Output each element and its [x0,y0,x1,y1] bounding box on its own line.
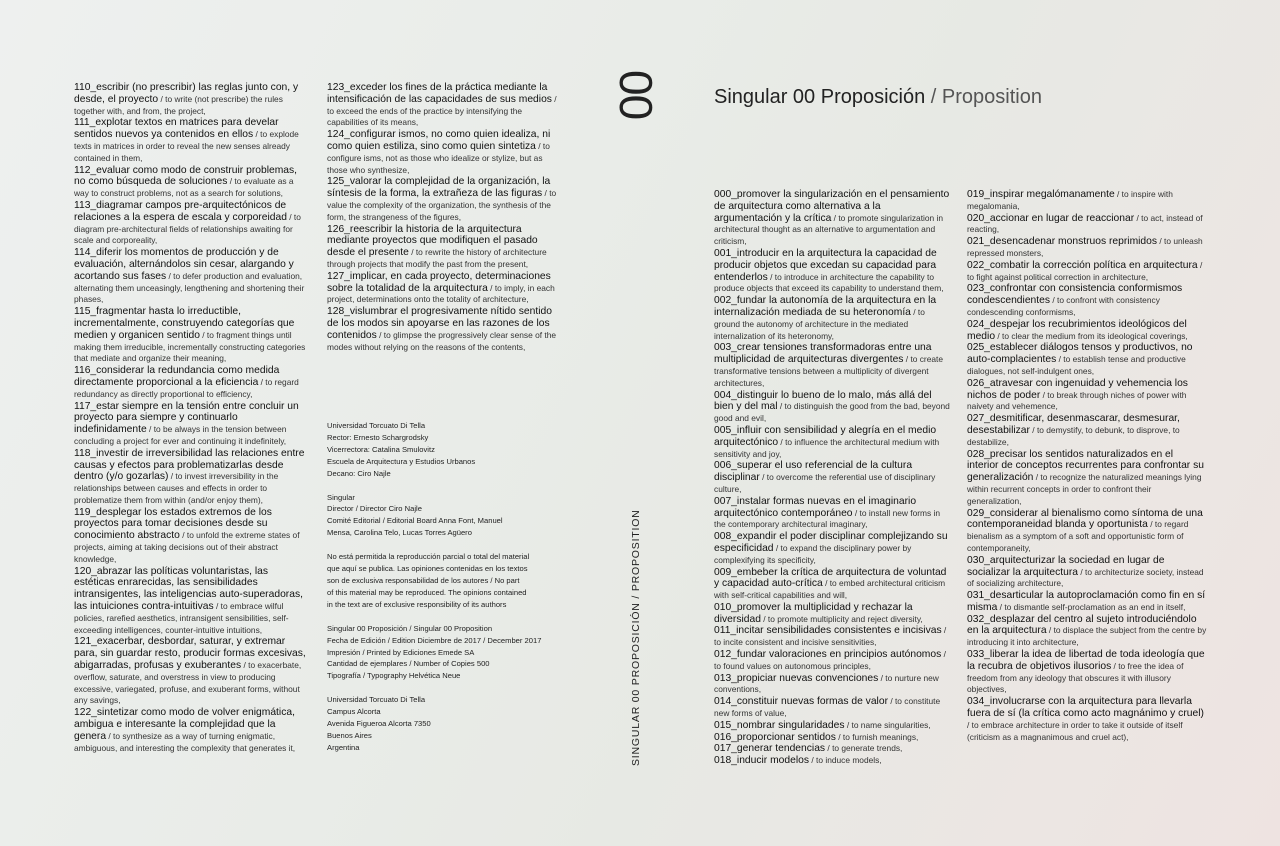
entry-spanish: 010_promover la multiplicidad y rechazar la diversidad [714,601,913,625]
entry-english: to explode texts in matrices in order to reveal the new senses already contained in them, [74,129,299,163]
entry-english: to architecturize society, instead of socializing architecture, [967,566,1204,589]
proposition-entry: 031_desarticular la autoproclamación como fin en sí misma / to dismantle self-proclamation as an end in itself, [967,590,1206,613]
entry-spanish: 006_superar el uso referencial de la cultura disciplinar [714,460,913,484]
proposition-entry: 000_promover la singularización en el pensamiento de arquitectura como alternativa a la argumentación y la crítica / to promote singularization in architectural thought as an alternative to argumentation and criticism, [714,189,950,247]
proposition-entry: 017_generar tendencias / to generate trends, [714,743,903,755]
proposition-entry: 015_nombrar singularidades / to name singularities, [714,719,931,731]
entry-english: to embrace wilful policies, rarefied aesthetics, intransigent sensibilities, self-exceeding intelligences, counter-intuitive intuitions, [74,601,289,635]
entry-english: to create transformative tensions between a multiplicity of divergent architectures, [714,354,944,388]
colophon-block [327,694,567,754]
colophon-line: in the text are of exclusive responsibility of its authors [327,599,507,609]
proposition-entry: 013_propiciar nuevas convenciones / to nurture new conventions, [714,672,939,695]
colophon-line: Buenos Aires [327,730,372,740]
proposition-entry: 005_influir con sensibilidad y alegría en el medio arquitectónico / to influence the architectural medium with sensitivity and joy, [714,424,940,459]
entry-english: to glimpse the progressively clear sense of the modes without relying on the reasons of the contents, [327,329,557,352]
title-spanish: Singular 00 Proposición [714,86,926,108]
entry-english: to value the complexity of the organization, the synthesis of the form, the strangeness of the figures, [327,188,557,222]
entry-spanish: 001_introducir en la arquitectura la capacidad de producir objetos que excedan su capacidad para entenderlos [714,247,937,283]
proposition-entry: 030_arquitecturizar la sociedad en lugar de socializar la arquitectura / to architecturize society, instead of socializing architecture, [967,554,1204,589]
colophon-line: of this material may be reproduced. The opinions contained [327,587,527,597]
column-3 [714,189,950,767]
entry-spanish: 024_despejar los recubrimientos ideológicos del medio [967,318,1187,342]
entry-spanish: 019_inspirar megalómanamente [967,189,1115,200]
entry-english: to be always in the tension between concluding a project for ever and continuing it indefinitely, [74,424,287,446]
colophon-line: Director / Director Ciro Najle [327,504,422,514]
entry-english: to embrace architecture in order to take it outside of itself (criticism as a magnanimous and cruel act), [967,719,1183,742]
colophon-line: Vicerrectora: Catalina Smulovitz [327,444,435,454]
entry-english: to incite consistent and incisive sensitivities, [714,637,877,648]
entry-spanish: 114_diferir los momentos de producción y de evaluación, alternándolos sin cesar, alargando y acortando sus fases [74,247,294,282]
entry-english: to diagram pre-architectural fields of relationships awaiting for scale and corporeality, [74,211,301,246]
proposition-entry: 010_promover la multiplicidad y rechazar la diversidad / to promote multiplicity and reject diversity, [714,601,923,625]
colophon-line: No está permitida la reproducción parcial o total del material [327,552,530,562]
colophon-line: Singular 00 Proposición / Singular 00 Proposition [327,623,493,633]
entry-spanish: 017_generar tendencias [714,743,826,755]
entry-spanish: 002_fundar la autonomía de la arquitectura en la internalización mediada de su heteronomía [714,295,937,318]
colophon-line: que aquí se publica. Las opiniones contenidas en los textos [327,564,528,574]
entry-spanish: 034_involucrarse con la arquitectura para llevarla fuera de sí (la crítica como acto magnánimo y cruel) [967,696,1204,720]
entry-english: to fight against political correction in architecture, [967,271,1149,282]
entry-spanish: 127_implicar, en cada proyecto, determinaciones sobre la totalidad de la arquitectura [327,270,551,294]
proposition-entry: 033_liberar la idea de libertad de toda ideología que la recubra de objetivos ilusorios / to free the idea of freedom from any ideology that obscures it with illusory objectives, [967,649,1205,695]
entry-spanish: 119_desplegar los estados extremos de los proyectos para tomar decisiones desde su conocimiento abstracto [74,506,272,542]
proposition-entry: 023_confrontar con consistencia conformismos condescendientes / to confront with consistency condescending conformisms, [967,283,1183,317]
proposition-entry: 110_escribir (no prescribir) las reglas junto con, y desde, el proyecto / to write (not prescribe) the rules together with, and from, the project, [74,82,299,116]
entry-spanish: 028_precisar los sentidos naturalizados en el interior de conceptos recurrentes para confrontar su generalización [967,448,1204,484]
entry-spanish: 018_inducir modelos [714,755,810,767]
proposition-entry: 125_valorar la complejidad de la organización, la síntesis de la forma, la extrañeza de las figuras / to value the complexity of the organization, the synthesis of the form, the strangeness of the figures, [327,176,557,222]
spine-text: SINGULAR 00 PROPOSICIÓN / PROPOSITION [630,509,642,766]
entry-spanish: 030_arquitecturizar la sociedad en lugar de socializar la arquitectura [967,554,1165,578]
entry-english: to exacerbate, overflow, saturate, and overstress in view to producing excessive, variegated, profuse, and exuberant forms, without any savings, [74,660,302,706]
entry-spanish: 000_promover la singularización en el pensamiento de arquitectura como alternativa a la argumentación y la crítica [714,189,950,224]
colophon-block [327,551,567,611]
entry-spanish: 004_distinguir lo bueno de lo malo, más allá del bien y del mal [714,389,932,413]
entry-spanish: 021_desencadenar monstruos reprimidos [967,236,1158,248]
entry-english: to regard bienalism as a symptom of a soft and opportunistic form of contemporaneity, [967,519,1189,553]
entry-spanish: 121_exacerbar, desbordar, saturar, y extremar para, sin guardar resto, producir formas excesivas, abigarradas, profusas y exuberantes [74,636,306,672]
column-1 [74,82,310,754]
entry-spanish: 011_incitar sensibilidades consistentes e incisivas [714,625,942,637]
colophon-line: Fecha de Edición / Edition Diciembre de 2017 / December 2017 [327,635,542,645]
entry-spanish: 031_desarticular la autoproclamación como fin en sí misma [967,590,1206,613]
proposition-entry: 012_fundar valoraciones en principios autónomos / to found values on autonomous principles, [714,649,946,671]
colophon-block [327,623,567,683]
entry-english: to inspire with megalomania, [967,189,1173,211]
proposition-entry: 011_incitar sensibilidades consistentes e incisivas / to incite consistent and incisive sensitivities, [714,625,947,648]
colophon-block [327,420,567,480]
colophon-line: Cantidad de ejemplares / Number of Copies 500 [327,659,490,669]
entry-english: to confront with consistency condescending conformisms, [967,295,1160,317]
entry-spanish: 015_nombrar singularidades [714,719,845,731]
colophon-line: Universidad Torcuato Di Tella [327,421,426,430]
entry-english: to influence the architectural medium with sensitivity and joy, [714,436,940,459]
entry-spanish: 118_investir de irreversibilidad las relaciones entre causas y efectos para problematizarlas desde dentro (y/o gozarlas) [74,447,305,483]
proposition-entry: 032_desplazar del centro al sujeto introduciéndolo en la arquitectura / to displace the subject from the centre by introducing it into architecture, [967,613,1207,648]
colophon-line: Campus Alcorta [327,707,381,717]
entry-english: to regard redundancy as directly proportional to efficiency, [74,376,299,399]
title-separator: / [925,86,942,108]
proposition-entry: 128_vislumbrar el progresivamente nítido sentido de los modos sin apoyarse en las razones de los contenidos / to glimpse the progressively clear sense of the modes without relying on the reasons of the contents, [327,306,557,352]
entry-spanish: 128_vislumbrar el progresivamente nítido sentido de los modos sin apoyarse en las razones de los contenidos [327,306,552,341]
entry-english: to configure isms, not as those who idealize or stylize, but as those who synthesize, [327,140,550,175]
proposition-entry: 019_inspirar megalómanamente / to inspire with megalomania, [967,189,1173,211]
entry-spanish: 124_configurar ismos, no como quien idealiza, ni como quien estiliza, sino como quien sintetiza [327,129,551,152]
proposition-entry: 006_superar el uso referencial de la cultura disciplinar / to overcome the referential use of disciplinary culture, [714,460,936,494]
proposition-entry: 113_diagramar campos pre-arquitectónicos de relaciones a la espera de escala y corporeidad / to diagram pre-architectural fields of relationships awaiting for scale and corporeality, [74,199,301,246]
entry-spanish: 007_instalar formas nuevas en el imaginario arquitectónico contemporáneo [714,495,917,519]
entry-spanish: 112_evaluar como modo de construir problemas, no como búsqueda de soluciones [74,164,298,188]
entry-spanish: 123_exceder los fines de la práctica mediante la intensificación de las capacidades de sus medios [327,82,552,105]
proposition-entry: 009_embeber la crítica de arquitectura de voluntad y capacidad auto-crítica / to embed architectural criticism with self-critical capabilities and will, [714,566,947,601]
colophon-line: Singular [327,492,355,502]
entry-english: to introduce in architecture the capability to produce objects that exceed its capability to understand them, [714,271,944,294]
entry-spanish: 116_considerar la redundancia como medida directamente proporcional a la eficiencia [74,365,280,388]
entry-spanish: 008_expandir el poder disciplinar complejizando su especificidad [714,531,948,554]
proposition-entry: 025_establecer diálogos tensos y productivos, no auto-complacientes / to establish tense and productive dialogues, not self-indulgent ones, [967,342,1193,376]
entry-english: to distinguish the good from the bad, beyond good and evil, [714,401,950,424]
proposition-entry: 020_accionar en lugar de reaccionar / to act, instead of reacting, [967,212,1203,235]
colophon-line: Mensa, Carolina Telo, Lucas Torres Agüero [327,528,472,538]
proposition-entry: 116_considerar la redundancia como medida directamente proporcional a la eficiencia / to regard redundancy as directly proportional to efficiency, [74,365,299,399]
entry-spanish: 032_desplazar del centro al sujeto introduciéndolo en la arquitectura [967,613,1197,637]
colophon-block [327,492,567,540]
entry-spanish: 020_accionar en lugar de reaccionar [967,212,1135,224]
entry-english: to unfold the extreme states of projects, aiming at taking decisions out of their abstract knowledge, [74,530,300,564]
proposition-entry: 120_abrazar las políticas voluntaristas, las estéticas enrarecidas, las sensibilidades intransigentes, las inteligencias auto-superadoras, las intuiciones contra-intuitivas / to embrace wilful policies, rarefied aesthetics, intransigent sensibilities, self-exceeding intelligences, counter-intuitive intuitions, [74,565,303,635]
entry-english: to act, instead of reacting, [967,212,1203,235]
entry-english: to name singularities, [851,719,931,730]
entry-english: to exceed the ends of the practice by intensifying the capabilities of its means, [327,105,523,128]
proposition-entry: 112_evaluar como modo de construir problemas, no como búsqueda de soluciones / to evaluate as a way to construct problems, not as a search for solutions, [74,164,298,199]
entry-english: to displace the subject from the centre by introducing it into architecture, [967,625,1207,648]
entry-english: to unleash repressed monsters, [967,236,1203,258]
proposition-entry: 121_exacerbar, desbordar, saturar, y extremar para, sin guardar resto, producir formas excesivas, abigarradas, profusas y exuberantes / to exacerbate, overflow, saturate, and overstress in view to producing excessive, variegated, profuse, and exuberant forms, without any savings, [74,636,306,706]
entry-english: to defer production and evaluation, alternating them unceasingly, lengthening and shortening their phases, [74,270,305,305]
proposition-entry: 118_investir de irreversibilidad las relaciones entre causas y efectos para problematizarlas desde dentro (y/o gozarlas) / to invest irreversibility in the relationships between causes and effects in order to problematize them from within (and/or enjoy them), [74,447,305,505]
entry-english: to clear the medium from its ideological coverings, [1002,330,1188,341]
issue-number: 00 [610,70,662,120]
proposition-entry: 002_fundar la autonomía de la arquitectura en la internalización mediada de su heteronomía / to ground the autonomy of architecture in the mediated internalization of its heteronomy, [714,295,937,341]
entry-spanish: 026_atravesar con ingenuidad y vehemencia los nichos de poder [967,377,1188,401]
entry-spanish: 009_embeber la crítica de arquitectura de voluntad y capacidad auto-crítica [714,566,947,590]
entry-spanish: 023_confrontar con consistencia conformismos condescendientes [967,283,1183,307]
entry-english: to rewrite the history of architecture through projects that modify the past from the present, [327,247,547,269]
entry-spanish: 120_abrazar las políticas voluntaristas, las estéticas enrarecidas, las sensibilidades intransigentes, las inteligencias auto-superadoras, las intuiciones contra-intuitivas [74,565,303,613]
entry-english: to synthesize as a way of turning enigmatic, ambiguous, and interesting the complexity that generates it, [74,730,296,753]
entry-spanish: 014_constituir nuevas formas de valor [714,696,888,708]
colophon-line: Argentina [327,742,360,752]
entry-english: to nurture new conventions, [714,672,939,695]
proposition-entry: 016_proporcionar sentidos / to furnish meanings, [714,731,919,743]
title-english: Proposition [941,86,1042,108]
proposition-entry: 126_reescribir la historia de la arquitectura mediante proyectos que modifiquen el pasado desde el presente / to rewrite the history of architecture through projects that modify the past from the present, [327,223,547,269]
entry-english: to evaluate as a way to construct problems, not as a search for solutions, [74,176,294,199]
entry-english: to ground the autonomy of architecture in the mediated internalization of its heteronomy, [714,306,925,341]
entry-spanish: 022_combatir la corrección política en arquitectura [967,259,1198,271]
entry-english: to promote multiplicity and reject diversity, [767,613,923,624]
proposition-entry: 004_distinguir lo bueno de lo malo, más allá del bien y del mal / to distinguish the good from the bad, beyond good and evil, [714,389,950,424]
colophon-line: Avenida Figueroa Alcorta 7350 [327,719,431,729]
colophon-line: Impresión / Printed by Ediciones Emede SA [327,647,475,657]
entry-english: to fragment things until making them irreducible, incrementally constructing categories that mediate and organize their meaning, [74,329,306,364]
entry-spanish: 126_reescribir la historia de la arquitectura mediante proyectos que modifiquen el pasado desde el presente [327,223,538,259]
colophon-line: Decano: Ciro Najle [327,468,391,478]
page-title [714,86,1042,109]
colophon-line: Rector: Ernesto Schargrodsky [327,432,429,442]
proposition-entry: 115_fragmentar hasta lo irreductible, incrementalmente, construyendo categorías que medien y organicen sentido / to fragment things until making them irreducible, incrementally constructing categories that mediate and organize their meaning, [74,306,306,364]
proposition-entry: 003_crear tensiones transformadoras entre una multiplicidad de arquitecturas divergentes / to create transformative tensions between a multiplicity of divergent architectures, [714,342,944,388]
entry-english: to embed architectural criticism with self-critical capabilities and will, [714,578,946,601]
colophon [327,420,567,766]
entry-english: to recognize the naturalized meanings lying within recurrent concepts in order to confront their generalization, [967,472,1202,506]
proposition-entry: 026_atravesar con ingenuidad y vehemencia los nichos de poder / to break through niches of power with naivety and vehemence, [967,377,1188,412]
entry-english: to generate trends, [832,743,903,754]
colophon-line: Tipografía / Typography Helvética Neue [327,671,461,681]
entry-spanish: 125_valorar la complejidad de la organización, la síntesis de la forma, la extrañeza de las figuras [327,176,551,200]
entry-spanish: 111_explotar textos en matrices para develar sentidos nuevos ya contenidos en ellos [74,117,279,141]
proposition-entry: 114_diferir los momentos de producción y de evaluación, alternándolos sin cesar, alargando y acortando sus fases / to defer production and evaluation, alternating them unceasingly, lengthening and shortening their phases, [74,247,305,305]
entry-english: to constitute new forms of value, [714,696,941,719]
entry-english: to imply, in each project, determinations onto the totality of architecture, [327,282,555,305]
proposition-entry: 117_estar siempre en la tensión entre concluir un proyecto para siempre y continuarlo indefinidamente / to be always in the tension between concluding a project for ever and continuing it indefinitely, [74,400,299,446]
entry-english: to break through niches of power with naivety and vehemence, [967,389,1187,412]
entry-spanish: 110_escribir (no prescribir) las reglas junto con, y desde, el proyecto [74,82,299,105]
proposition-entry: 024_despejar los recubrimientos ideológicos del medio / to clear the medium from its ideological coverings, [967,318,1188,342]
colophon-line: Universidad Torcuato Di Tella [327,695,426,705]
entry-english: to overcome the referential use of disciplinary culture, [714,472,936,494]
entry-english: to induce models, [816,755,882,766]
entry-spanish: 013_propiciar nuevas convenciones [714,672,879,684]
proposition-entry: 021_desencadenar monstruos reprimidos / to unleash repressed monsters, [967,236,1203,258]
entry-spanish: 113_diagramar campos pre-arquitectónicos de relaciones a la espera de escala y corporeidad [74,199,287,223]
proposition-entry: 008_expandir el poder disciplinar complejizando su especificidad / to expand the disciplinary power by complexifying its specificity, [714,531,948,565]
entry-english: to furnish meanings, [842,731,919,742]
entry-english: to expand the disciplinary power by complexifying its specificity, [714,542,912,565]
proposition-entry: 029_considerar al bienalismo como síntoma de una contemporaneidad blanda y oportunista / to regard bienalism as a symptom of a soft and opportunistic form of contemporaneity, [967,507,1203,553]
entry-spanish: 117_estar siempre en la tensión entre concluir un proyecto para siempre y continuarlo indefinidamente [74,400,299,436]
proposition-entry: 018_inducir modelos / to induce models, [714,755,882,767]
colophon-line: son de exclusiva responsabilidad de los autores / No part [327,575,520,585]
proposition-entry: 123_exceder los fines de la práctica mediante la intensificación de las capacidades de sus medios / to exceed the ends of the practice by intensifying the capabilities of its means, [327,82,557,128]
proposition-entry: 127_implicar, en cada proyecto, determinaciones sobre la totalidad de la arquitectura / to imply, in each project, determinations onto the totality of architecture, [327,270,555,305]
proposition-entry: 028_precisar los sentidos naturalizados en el interior de conceptos recurrentes para confrontar su generalización / to recognize the naturalized meanings lying within recurrent concepts in order to confront their generalization, [967,448,1204,506]
column-4 [967,189,1207,743]
proposition-entry: 124_configurar ismos, no como quien idealiza, ni como quien estiliza, sino como quien sintetiza / to configure isms, not as those who idealize or stylize, but as those who synthesize, [327,129,551,175]
proposition-entry: 022_combatir la corrección política en arquitectura / to fight against political correction in architecture, [967,259,1203,282]
proposition-entry: 014_constituir nuevas formas de valor / to constitute new forms of value, [714,696,941,719]
entry-spanish: 025_establecer diálogos tensos y productivos, no auto-complacientes [967,342,1193,366]
colophon-line: Escuela de Arquitectura y Estudios Urbanos [327,456,476,466]
entry-english: to found values on autonomous principles, [714,660,871,671]
proposition-entry: 122_sintetizar como modo de volver enigmática, ambigua e interesante la complejidad que la genera / to synthesize as a way of turning enigmatic, ambiguous, and interesting the complexity that generates it, [74,707,296,753]
proposition-entry: 034_involucrarse con la arquitectura para llevarla fuera de sí (la crítica como acto magnánimo y cruel) / to embrace architecture in order to take it outside of itself (criticism as a magnanimous and cruel act), [967,696,1204,742]
column-2 [327,82,565,353]
entry-spanish: 012_fundar valoraciones en principios autónomos [714,649,942,661]
entry-spanish: 033_liberar la idea de libertad de toda ideología que la recubra de objetivos ilusorios [967,649,1205,672]
proposition-entry: 007_instalar formas nuevas en el imaginario arquitectónico contemporáneo / to install new forms in the contemporary architectural imaginary, [714,495,941,530]
entry-english: to invest irreversibility in the relationships between causes and effects in order to problematize them from within (and/or enjoy them), [74,471,279,505]
colophon-line: Comité Editorial / Editorial Board Anna Font, Manuel [327,516,503,526]
entry-spanish: 005_influir con sensibilidad y alegría en el medio arquitectónico [714,424,937,448]
entry-spanish: 029_considerar al bienalismo como síntoma de una contemporaneidad blanda y oportunista [967,507,1203,531]
entry-english: to dismantle self-proclamation as an end in itself, [1004,601,1186,612]
proposition-entry: 111_explotar textos en matrices para develar sentidos nuevos ya contenidos en ellos / to explode texts in matrices in order to reveal the new senses already contained in them, [74,117,299,163]
entry-spanish: 003_crear tensiones transformadoras entre una multiplicidad de arquitecturas divergentes [714,342,932,366]
entry-english: to write (not prescribe) the rules together with, and from, the project, [74,93,283,116]
entry-spanish: 016_proporcionar sentidos [714,731,836,743]
proposition-entry: 001_introducir en la arquitectura la capacidad de producir objetos que excedan su capacidad para entenderlos / to introduce in architecture the capability to produce objects that exceed its capability to understand them, [714,247,944,294]
entry-english: to demystify, to debunk, to disprove, to destabilize, [967,424,1180,447]
entry-english: to establish tense and productive dialogues, not self-indulgent ones, [967,354,1186,376]
entry-english: to free the idea of freedom from any ideology that obscures it with illusory objectives, [967,660,1184,695]
entry-english: to install new forms in the contemporary architectural imaginary, [714,507,941,530]
entry-spanish: 027_desmitificar, desenmascarar, desmesurar, desestabilizar [967,413,1180,436]
proposition-entry: 027_desmitificar, desenmascarar, desmesurar, desestabilizar / to demystify, to debunk, to disprove, to destabilize, [967,413,1180,447]
entry-spanish: 115_fragmentar hasta lo irreductible, incrementalmente, construyendo categorías que medien y organicen sentido [74,306,295,341]
entry-english: to promote singularization in architectural thought as an alternative to argumentation and criticism, [714,212,944,247]
entry-spanish: 122_sintetizar como modo de volver enigmática, ambigua e interesante la complejidad que la genera [74,707,295,742]
proposition-entry: 119_desplegar los estados extremos de los proyectos para tomar decisiones desde su conocimiento abstracto / to unfold the extreme states of projects, aiming at taking decisions out of their abstract knowledge, [74,506,300,564]
